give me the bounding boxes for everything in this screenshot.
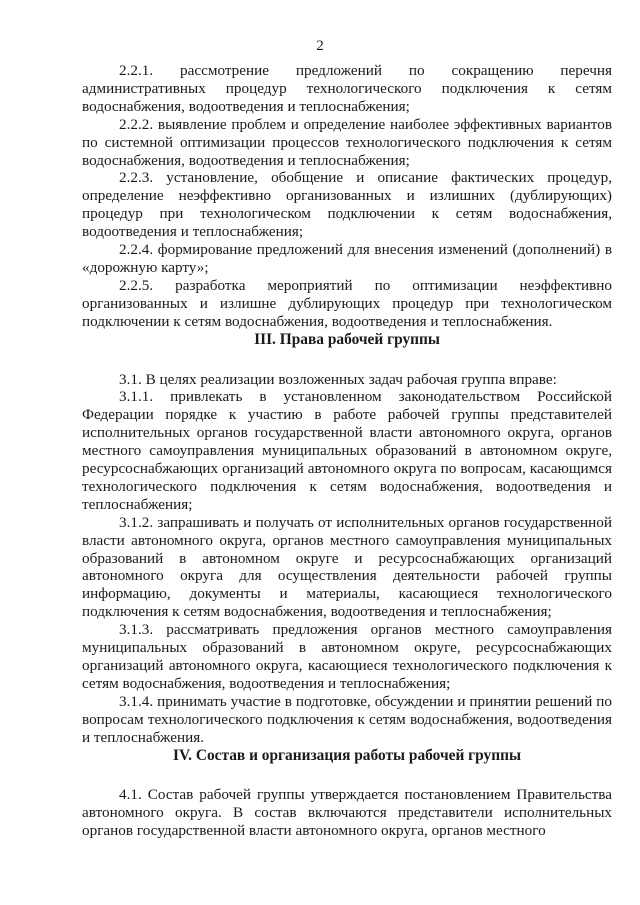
document-body xyxy=(82,62,612,840)
section-heading-rights: III. Права рабочей группы xyxy=(254,330,440,348)
paragraph-3-1-2: 3.1.2. запрашивать и получать от исполнительных органов государственной власти автономного округа, органов местного самоуправления муниципальных образований в автономном округе и ресурсоснабжающих организаций автономного округа для осуществления деятельности рабочей группы информацию, документы и материалы, касающиеся технологического подключения к сетям водоснабжения, водоотведения и теплоснабжения; xyxy=(82,513,612,621)
paragraph-2-2-4: 2.2.4. формирование предложений для внесения изменений (дополнений) в «дорожную карту»; xyxy=(82,241,612,276)
paragraph-3-1-3: 3.1.3. рассматривать предложения органов местного самоуправления муниципальных образований в автономном округе, ресурсоснабжающих организаций автономного округа, касающиеся технологического подключения к сетям водоснабжения, водоотведения и теплоснабжения; xyxy=(82,621,612,692)
paragraph-2-2-2: 2.2.2. выявление проблем и определение наиболее эффективных вариантов по системной оптимизации процессов технологического подключения к сетям водоснабжения, водоотведения и теплоснабжения; xyxy=(82,115,612,169)
paragraph-3-1-1: 3.1.1. привлекать в установленном законодательством Российской Федерации порядке к участию в работе рабочей группы представителей исполнительных органов государственной власти автономного округа, органов местного самоуправления муниципальных образований в автономном округе, ресурсоснабжающих организаций автономного округа по вопросам, касающимся технологического подключения к сетям водоснабжения, водоотведения и теплоснабжения; xyxy=(82,388,612,513)
paragraph-2-2-3: 2.2.3. установление, обобщение и описание фактических процедур, определение неэффективно организованных и излишних (дублирующих) процедур при технологическом подключении к сетям водоснабжения, водоотведения и теплоснабжения; xyxy=(82,169,612,241)
section-heading-composition: IV. Состав и организация работы рабочей группы xyxy=(173,746,521,764)
paragraph-2-2-1: 2.2.1. рассмотрение предложений по сокращению перечня административных процедур технологического подключения к сетям водоснабжения, водоотведения и теплоснабжения; xyxy=(82,62,612,115)
paragraph-3-1: 3.1. В целях реализации возложенных задач рабочая группа вправе: xyxy=(119,370,557,388)
paragraph-4-1: 4.1. Состав рабочей группы утверждается постановлением Правительства автономного округа. В состав включаются представители исполнительных органов государственной власти автономного округа, органов местного xyxy=(82,786,612,840)
page-number: 2 xyxy=(316,38,324,54)
paragraph-3-1-4: 3.1.4. принимать участие в подготовке, обсуждении и принятии решений по вопросам технологического подключения к сетям водоснабжения, водоотведения и теплоснабжения. xyxy=(82,692,612,746)
paragraph-2-2-5: 2.2.5. разработка мероприятий по оптимизации неэффективно организованных и излишне дублирующих процедур при технологическом подключении к сетям водоснабжения, водоотведения и теплоснабжения. xyxy=(82,276,612,330)
